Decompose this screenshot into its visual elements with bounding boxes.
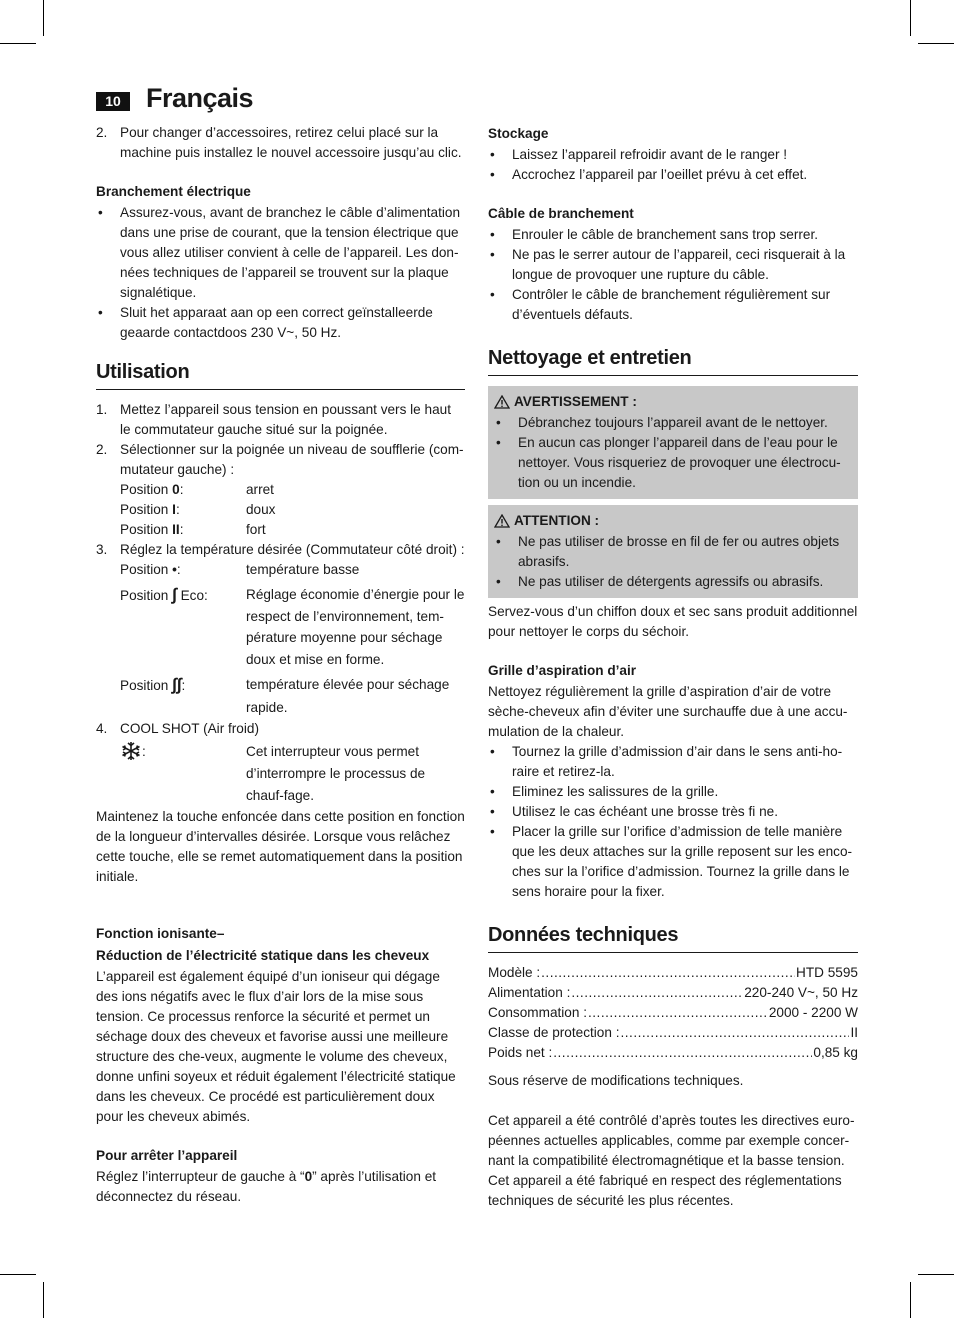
bullet-item: • Accrochez l’appareil par l’oeillet prévu à cet effet. — [490, 167, 808, 182]
crop-mark — [918, 1274, 954, 1275]
section-title-utilisation: Utilisation — [96, 359, 465, 390]
position-row: Position I: doux — [120, 502, 276, 517]
section-heading: Réduction de l’électricité statique dans les cheveux — [96, 948, 430, 963]
bullet-item: • Sluit het apparaat aan op een correct geïnstalleerde geaarde contactdoos 230 V~, 50 Hz. — [98, 305, 433, 340]
bullet-item: • En aucun cas plonger l’appareil dans de l’eau pour le nettoyer. Vous risqueriez de provoquer une électrocu-tion ou un incendie. — [496, 435, 841, 490]
bullet-item: • Ne pas utiliser de détergents agressifs ou abrasifs. — [496, 574, 824, 589]
section-heading: Branchement électrique — [96, 184, 251, 199]
crop-mark — [910, 1282, 911, 1318]
list-item: 2. Sélectionner sur la poignée un niveau de soufflerie (com-mutateur gauche) : — [96, 442, 464, 477]
spec-row: Classe de protection : ..... II — [488, 1023, 858, 1043]
bullet-item: • Laissez l’appareil refroidir avant de le ranger ! — [490, 147, 788, 162]
section-heading: Pour arrêter l’appareil — [96, 1148, 238, 1163]
section-title-nettoyage: Nettoyage et entretien — [488, 345, 858, 376]
position-row: Position 0: arret — [120, 482, 274, 497]
spec-row: Alimentation : ..... 220-240 V~, 50 Hz — [488, 983, 858, 1003]
bullet-item: • Débranchez toujours l’appareil avant de le nettoyer. — [496, 415, 828, 430]
list-item: 4. COOL SHOT (Air froid) — [96, 721, 259, 736]
page-title: Français — [146, 83, 254, 113]
paragraph: Maintenez la touche enfoncée dans cette position en fonction de la longueur d’intervalles désirée. Lorsque vous relâchez cette touche, elle se remet automatiquement dans la position initiale. — [96, 809, 465, 884]
bullet-item: • Assurez-vous, avant de branchez le câble d’alimentation dans une prise de courant, que la tension électrique que vous allez utiliser convient à celle de l’appareil. Les don-nées techniques de l’appareil se trouvent sur la plaque signalétique. — [98, 205, 461, 300]
bullet-item: • Placer la grille sur l’orifice d’admission de telle manière que les deux attaches sur la grille reposent sur les enco-ches sur la l’orifice d’admission. Tournez la grille dans le sens horaire pour la fixer. — [490, 824, 853, 899]
crop-mark — [910, 0, 911, 36]
crop-mark — [918, 43, 954, 44]
warning-title: AVERTISSEMENT : — [514, 394, 637, 409]
bullet-item: • Ne pas le serrer autour de l’appareil, ceci risquerait à la longue de provoquer une rupture du câble. — [490, 247, 846, 282]
crop-mark — [43, 0, 44, 36]
bullet-item: • Ne pas utiliser de brosse en fil de fer ou autres objets abrasifs. — [496, 534, 840, 569]
temperature-row: Position ∫ Eco: Réglage économie d’énergie pour le respect de l’environnement, tem-pérature moyenne pour séchage doux et mise en forme. — [120, 585, 465, 667]
paragraph: Sous réserve de modifications techniques. — [488, 1073, 744, 1088]
crop-mark — [0, 1274, 36, 1275]
section-heading: Grille d’aspiration d’air — [488, 663, 637, 678]
list-item: 2. Pour changer d’accessoires, retirez celui placé sur la machine puis installez le nouvel accessoire jusqu’au clic. — [96, 125, 462, 160]
temperature-row: Position •: température basse — [120, 562, 360, 577]
warning-triangle-icon — [494, 514, 510, 528]
paragraph: Cet appareil a été contrôlé d’après toutes les directives euro-péennes actuelles applicables, comme par exemple concer-nant la compatibilité électromagnétique et la basse tension. Cet appareil a été fabriqué en respect des réglementations techniques de sécurité les plus récentes. — [488, 1113, 855, 1208]
spec-row: Modèle : ..... HTD 5595 — [488, 963, 858, 983]
paragraph: Servez-vous d’un chiffon doux et sec sans produit additionnel pour nettoyer le corps du séchoir. — [488, 604, 858, 639]
bullet-item: • Utilisez le cas échéant une brosse très fi ne. — [490, 804, 778, 819]
cool-shot-row: : Cet interrupteur vous permet d’interrompre le processus de chauf-fage. — [96, 741, 465, 807]
warning-triangle-icon — [494, 395, 510, 409]
section-heading: Câble de branchement — [488, 206, 634, 221]
section-heading: Fonction ionisante– — [96, 926, 225, 941]
warning-box — [488, 386, 858, 499]
paragraph: L’appareil est également équipé d’un ioniseur qui dégage des ions négatifs avec le flux d’air lors de la mise sous tension. Ce processus renforce la sécurité et permet un séchage doux des cheveux et favorise aussi une meilleure structure des che-veux, augmente le volume des cheveux, donne unfini soyeux et réduit également l’électricité statique dans les cheveux. Ce procédé est particulièrement doux pour les cheveux abimés. — [96, 969, 456, 1124]
position-row: Position II: fort — [120, 522, 266, 537]
paragraph: Réglez l’interrupteur de gauche à “0” après l’utilisation et déconnectez du réseau. — [96, 1169, 437, 1204]
list-item: 3. Réglez la température désirée (Commutateur côté droit) : — [96, 542, 465, 557]
right-column — [488, 123, 858, 1211]
bullet-item: • Enrouler le câble de branchement sans trop serrer. — [490, 227, 819, 242]
crop-mark — [43, 1282, 44, 1318]
bullet-item: • Eliminez les salissures de la grille. — [490, 784, 719, 799]
spec-row: Poids net : ..... 0,85 kg — [488, 1043, 858, 1063]
spec-row: Consommation : ..... 2000 - 2200 W — [488, 1003, 858, 1023]
section-heading: Stockage — [488, 126, 549, 141]
section-title-donnees: Données techniques — [488, 922, 858, 953]
attention-box — [488, 505, 858, 598]
temperature-row: Position ∫∫: température élevée pour séchage rapide. — [120, 675, 450, 715]
bullet-item: • Contrôler le câble de branchement régulièrement sur d’éventuels défauts. — [490, 287, 831, 322]
attention-title: ATTENTION : — [514, 513, 600, 528]
snowflake-icon — [120, 741, 142, 761]
page-number: 10 — [96, 92, 130, 111]
bullet-item: • Tournez la grille d’admission d’air dans le sens anti-ho-raire et retirez-la. — [490, 744, 843, 779]
crop-mark — [0, 43, 36, 44]
left-column — [96, 123, 465, 1207]
paragraph: Nettoyez régulièrement la grille d’aspiration d’air de votre sèche-cheveux afin d’éviter une surchauffe due à une accu-mulation de la chaleur. — [488, 684, 848, 739]
list-item: 1. Mettez l’appareil sous tension en poussant vers le haut le commutateur gauche situé sur la poignée. — [96, 402, 451, 437]
